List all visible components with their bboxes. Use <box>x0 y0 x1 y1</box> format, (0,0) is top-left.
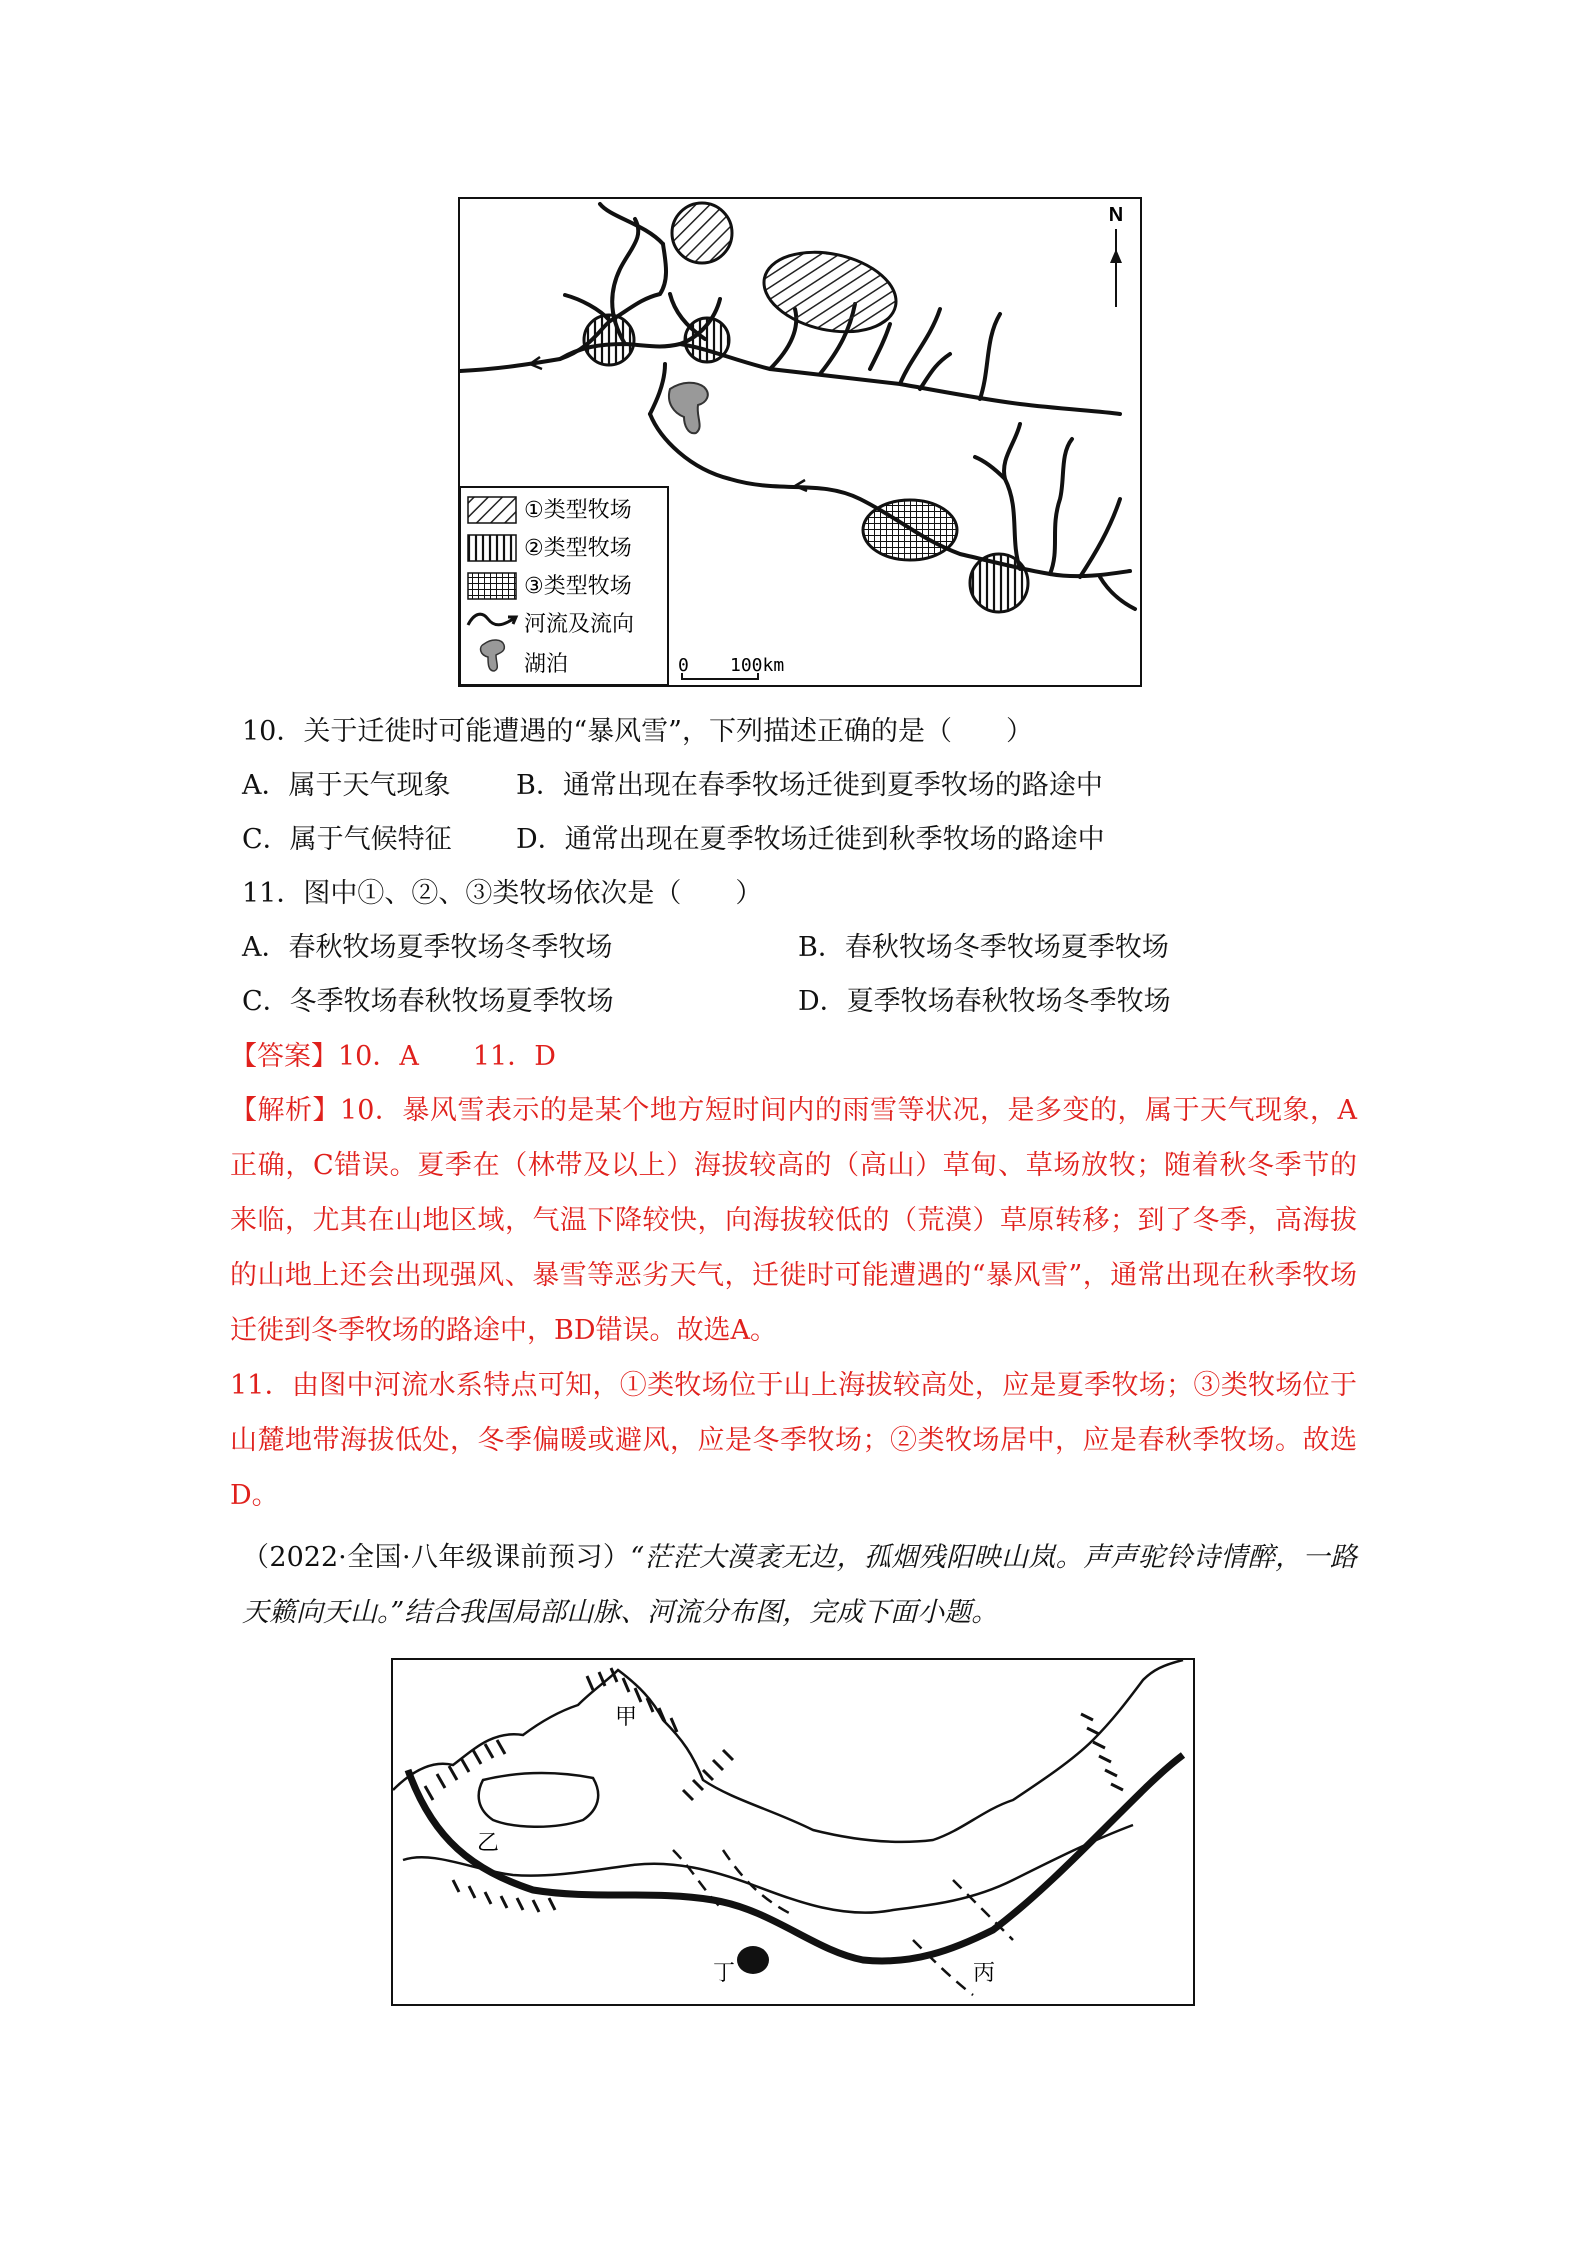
pasture-type1-north <box>672 203 732 263</box>
main-river <box>408 1755 1183 1961</box>
legend-swatch-grid <box>468 573 516 599</box>
legend <box>460 487 668 685</box>
intro <box>242 1530 1357 1640</box>
mountain-river-map <box>391 1658 1195 2006</box>
analysis-10 <box>230 1083 1357 1358</box>
label-yi: 乙 <box>477 1831 500 1856</box>
legend-item-2: ②类型牧场 <box>524 536 632 561</box>
legend-item-4: 河流及流向 <box>524 612 635 637</box>
q11-option-a: A．春秋牧场夏季牧场冬季牧场 <box>242 932 613 963</box>
q10-option-a: A．属于天气现象 <box>242 770 451 801</box>
scale-zero: 0 <box>678 655 689 676</box>
pasture-type3 <box>863 500 957 560</box>
mountain-river-map-svg <box>393 1660 1193 2004</box>
pasture-type2-center <box>685 318 729 362</box>
label-ding: 丁 <box>713 1961 736 1986</box>
north-arrow-icon <box>1109 204 1123 307</box>
analysis <box>230 1083 1357 1523</box>
pasture-type1-east <box>757 241 904 343</box>
legend-item-3: ③类型牧场 <box>524 574 632 599</box>
river-direction-arrows <box>530 357 807 491</box>
analysis-11: 11．由图中河流水系特点可知，①类牧场位于山上海拔较高处，应是夏季牧场；③类牧场位于山麓地带海拔低处，冬季偏暖或避风，应是冬季牧场；②类牧场居中，应是春秋季牧场。故选D。 <box>230 1370 1357 1511</box>
q10-option-c: C．属于气候特征 <box>242 824 452 855</box>
analysis-10-text: 10．暴风雪表示的是某个地方短时间内的雨雪等状况，是多变的，属于天气现象，A正确，C错误。夏季在（林带及以上）海拔较高的（高山）草甸、草场放牧；随着秋冬季节的来临，尤其在山地区域，气温下降较快，向海拔较低的（荒漠）草原转移；到了冬季，高海拔的山地上还会出现强风、暴雪等恶劣天气，迁徙时可能遭遇的“暴风雪”，通常出现在秋季牧场迁徙到冬季牧场的路途中，BD错误。故选A。 <box>230 1095 1357 1346</box>
answer-line <box>230 1039 556 1075</box>
q11-option-b: B．春秋牧场冬季牧场夏季牧场 <box>798 932 1169 963</box>
pasture-map <box>458 197 1142 687</box>
intro-text: “茫茫大漠袤无边，孤烟残阳映山岚。声声驼铃诗情醉，一路天籁向天山。”结合我国局部山脉、河流分布图，完成下面小题。 <box>242 1542 1357 1628</box>
lake-icon <box>737 1946 769 1974</box>
pasture-type2-west <box>584 315 634 365</box>
q11-option-d: D．夏季牧场春秋牧场冬季牧场 <box>798 986 1171 1017</box>
lake-icon <box>669 383 708 434</box>
answer-text: 10．A 11．D <box>338 1041 556 1072</box>
answer-tag: 【答案】 <box>230 1041 338 1072</box>
legend-item-1: ①类型牧场 <box>524 498 632 523</box>
legend-swatch-diagonal <box>468 497 516 523</box>
legend-swatch-vertical <box>468 535 516 561</box>
q10-stem: 10．关于迁徙时可能遭遇的“暴风雪”，下列描述正确的是（ ） <box>242 716 1033 747</box>
label-jia: 甲 <box>615 1705 638 1730</box>
scale-value: 100km <box>730 655 785 676</box>
q10-option-b: B．通常出现在春季牧场迁徙到夏季牧场的路途中 <box>516 770 1103 801</box>
pasture-map-svg <box>460 199 1140 685</box>
q11-option-c: C．冬季牧场春秋牧场夏季牧场 <box>242 986 614 1017</box>
border-lines <box>393 1660 1183 1913</box>
q10-option-d: D．通常出现在夏季牧场迁徙到秋季牧场的路途中 <box>516 824 1105 855</box>
q11-stem: 11．图中①、②、③类牧场依次是（ ） <box>242 878 763 909</box>
intro-source: （2022·全国·八年级课前预习） <box>242 1542 631 1573</box>
label-bing: 丙 <box>973 1961 996 1986</box>
north-label: N <box>1108 204 1124 226</box>
legend-item-5: 湖泊 <box>524 652 569 677</box>
intro-paragraph <box>242 1530 1357 1640</box>
pasture-type2-southeast <box>970 554 1028 612</box>
scale-bar <box>668 654 784 685</box>
analysis-tag: 【解析】 <box>230 1095 341 1126</box>
